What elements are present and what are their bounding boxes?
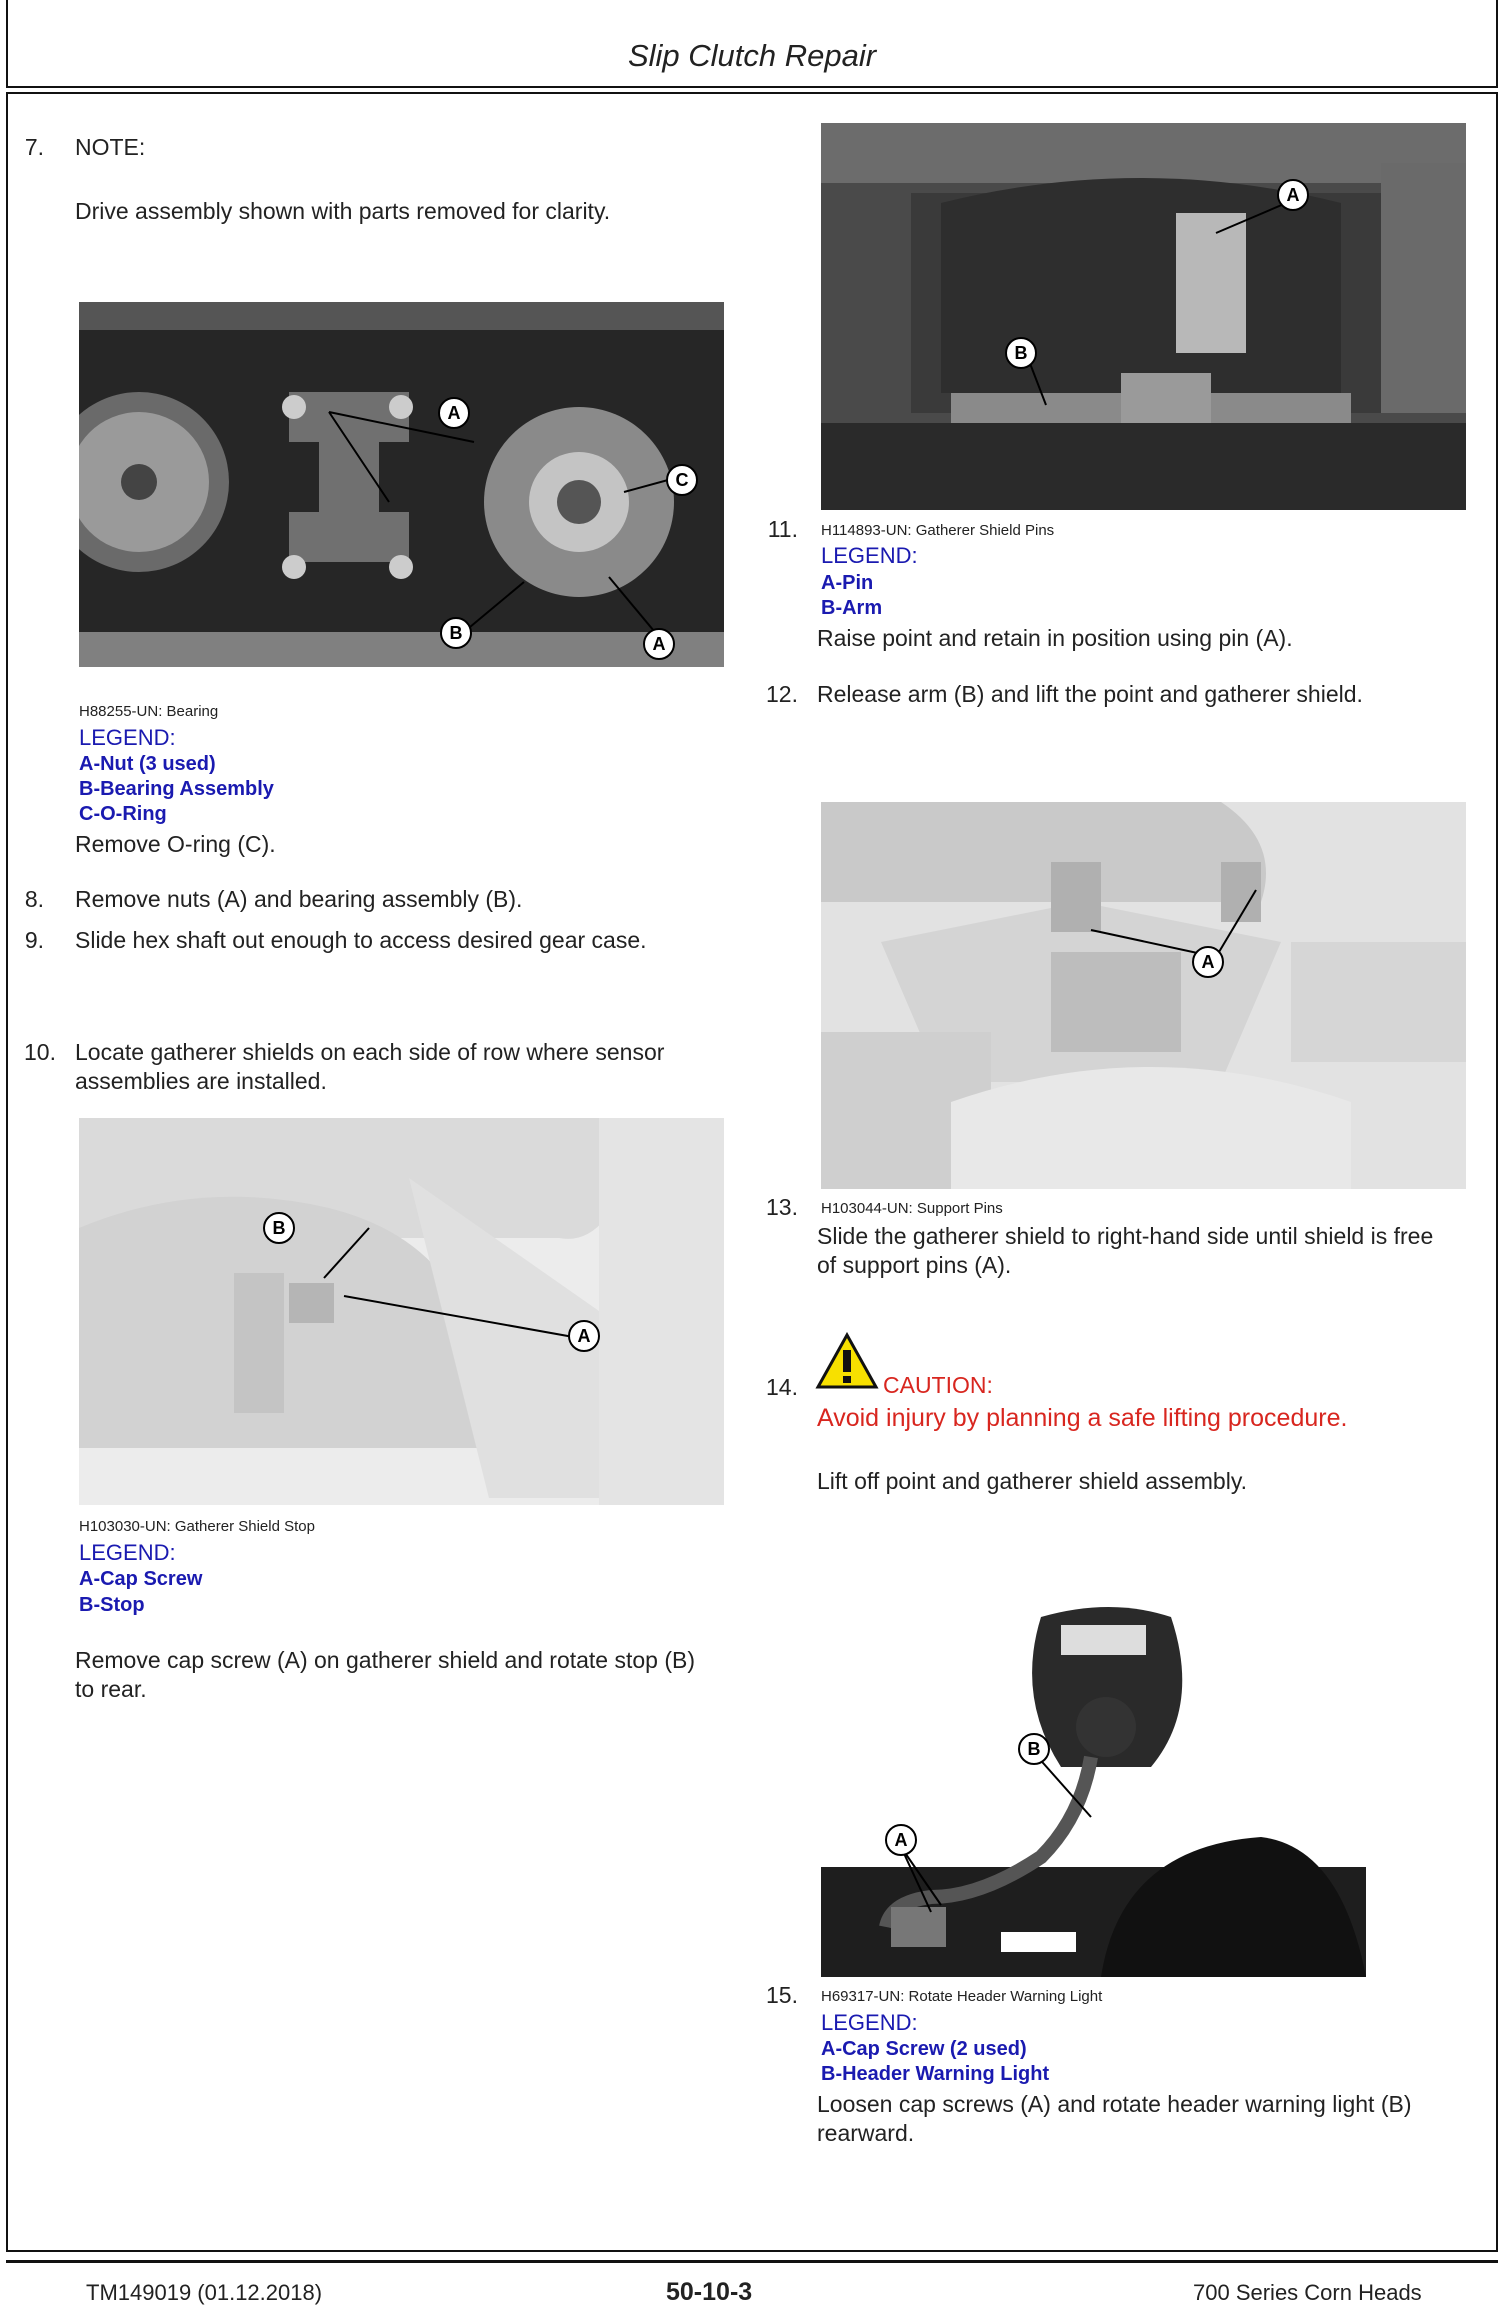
step-number: 8. [24,886,44,912]
callout-label: A [447,403,461,423]
step-number: 10. [24,1039,56,1065]
callout-label: A [1286,185,1300,205]
callout-label: C [675,470,689,490]
callout-label: B [449,623,463,643]
callout-label: A [652,634,666,654]
legend-item: A-Cap Screw [79,1568,203,1590]
shield-stop-photo [79,1118,724,1505]
step-number: 9. [24,927,44,953]
figure-caption: H88255-UN: Bearing [79,703,219,720]
legend-item: B-Stop [79,1594,145,1616]
figure-caption: H114893-UN: Gatherer Shield Pins [821,522,1055,539]
warning-triangle-icon [815,1332,879,1390]
step-number: 11. [767,516,798,542]
step-number: 12. [766,681,798,707]
callout-label: A [577,1326,591,1346]
step-text: Locate gatherer shields on each side of row where sensor [75,1039,665,1065]
step-number: 13. [766,1194,798,1220]
callout-label: B [1027,1739,1041,1759]
step-number: 15. [766,1982,798,2008]
step-text: Remove O-ring (C). [75,831,276,857]
step-text: Loosen cap screws (A) and rotate header warning light (B) [817,2091,1412,2117]
bearing-photo [79,302,724,667]
legend-item: A-Pin [821,572,874,594]
callout-label: A [1201,952,1215,972]
step-text: Remove cap screw (A) on gatherer shield and rotate stop (B) [75,1647,696,1673]
figure-caption: H103030-UN: Gatherer Shield Stop [79,1518,315,1535]
footer-series: 700 Series Corn Heads [1193,2280,1422,2305]
legend-heading: LEGEND: [821,543,918,568]
note-label: NOTE: [75,134,146,160]
step-text: Lift off point and gatherer shield assembly. [817,1468,1248,1494]
callout-label: B [1014,343,1028,363]
legend-item: B-Arm [821,597,883,619]
support-pins-photo [821,802,1466,1189]
figure-caption: H103044-UN: Support Pins [821,1200,1003,1217]
step-text: Release arm (B) and lift the point and gatherer shield. [817,681,1363,707]
legend-item: C-O-Ring [79,803,167,825]
legend-item: B-Header Warning Light [821,2063,1050,2085]
step-text: of support pins (A). [817,1252,1012,1278]
figure-caption: H69317-UN: Rotate Header Warning Light [821,1988,1103,2005]
legend-item: A-Cap Screw (2 used) [821,2038,1027,2060]
step-number: 14. [766,1374,798,1400]
page-number: 50-10-3 [666,2278,753,2306]
step-text: Slide hex shaft out enough to access desired gear case. [75,927,647,953]
shield-pins-photo [821,123,1466,510]
note-text: Drive assembly shown with parts removed for clarity. [75,198,611,224]
step-text: to rear. [75,1676,147,1702]
legend-heading: LEGEND: [821,2010,918,2035]
callout-label: A [894,1830,908,1850]
callout-label: B [272,1218,286,1238]
footer-doc-id: TM149019 (01.12.2018) [86,2280,323,2305]
legend-item: B-Bearing Assembly [79,778,274,800]
step-text: assemblies are installed. [75,1068,327,1094]
legend-heading: LEGEND: [79,725,176,750]
step-text: Raise point and retain in position using pin (A). [817,625,1293,651]
warning-light-photo [821,1607,1366,1977]
caution-label: CAUTION: [883,1372,993,1398]
step-text: Slide the gatherer shield to right-hand side until shield is free [817,1223,1434,1249]
legend-heading: LEGEND: [79,1540,176,1565]
legend-item: A-Nut (3 used) [79,753,216,775]
page-title: Slip Clutch Repair [627,38,877,73]
step-text: rearward. [817,2120,915,2146]
footer-divider [6,2260,1498,2263]
step-number: 7. [24,134,44,160]
step-text: Remove nuts (A) and bearing assembly (B). [75,886,523,912]
caution-text: Avoid injury by planning a safe lifting procedure. [817,1404,1348,1432]
